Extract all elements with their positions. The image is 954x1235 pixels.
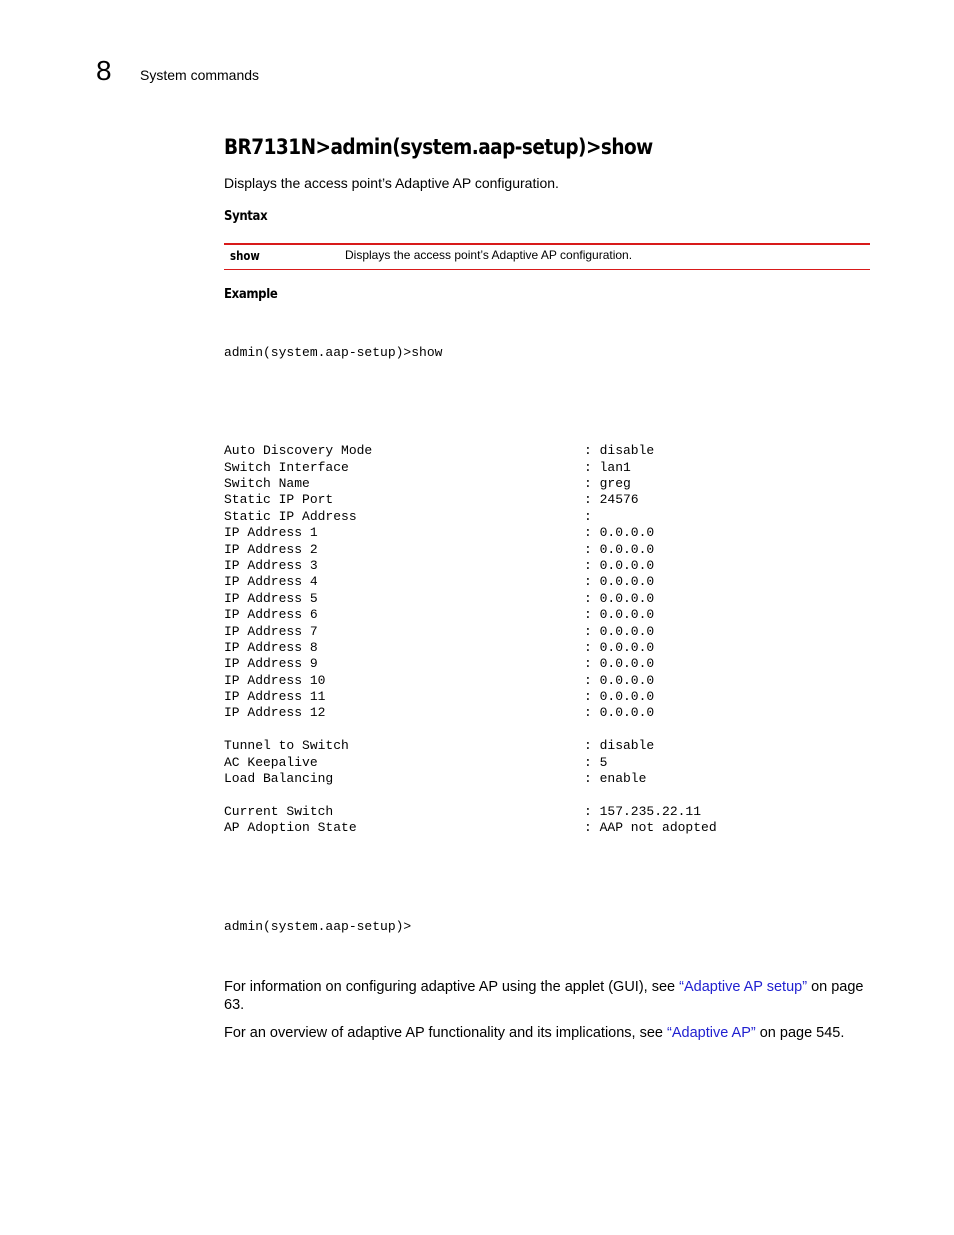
adaptive-ap-link[interactable]: “Adaptive AP” bbox=[667, 1024, 756, 1041]
code-output-line bbox=[224, 443, 870, 459]
code-output-line bbox=[224, 525, 870, 541]
code-field-label: IP Address 8 bbox=[224, 639, 318, 655]
code-field-value: : 0.0.0.0 bbox=[584, 607, 655, 623]
code-field-label: IP Address 1 bbox=[224, 525, 318, 541]
chapter-title: System commands bbox=[140, 67, 260, 83]
code-output-line bbox=[224, 738, 870, 754]
code-field-value: : 0.0.0.0 bbox=[584, 639, 655, 655]
code-field-value: : 0.0.0.0 bbox=[584, 590, 655, 606]
code-field-value: : 0.0.0.0 bbox=[584, 623, 655, 639]
code-output-line bbox=[224, 476, 870, 492]
code-field-label: Auto Discovery Mode bbox=[224, 443, 373, 459]
code-field-value: : disable bbox=[584, 443, 655, 459]
example-code-block bbox=[224, 312, 870, 968]
code-field-value: : 0.0.0.0 bbox=[584, 541, 655, 557]
code-field-value: : enable bbox=[584, 771, 647, 787]
code-field-label: Current Switch bbox=[224, 803, 334, 819]
code-field-value: : 157.235.22.11 bbox=[584, 803, 702, 819]
code-field-label: IP Address 7 bbox=[224, 623, 318, 639]
main-content bbox=[224, 132, 870, 1042]
command-title: BR7131N>admin(system.aap-setup)>show bbox=[224, 135, 653, 159]
code-end-prompt: admin(system.aap-setup)> bbox=[224, 918, 412, 934]
code-field-label: IP Address 9 bbox=[224, 656, 318, 672]
code-field-value: : lan1 bbox=[584, 459, 631, 475]
code-field-value: : 0.0.0.0 bbox=[584, 557, 655, 573]
code-field-label: IP Address 11 bbox=[224, 689, 326, 705]
code-field-label: Static IP Address bbox=[224, 508, 357, 524]
reference-paragraph-gui bbox=[224, 978, 870, 1014]
code-field-value: : 0.0.0.0 bbox=[584, 672, 655, 688]
paragraph-text: on page 545. bbox=[755, 1024, 845, 1041]
code-field-value: : greg bbox=[584, 476, 631, 491]
reference-paragraph-overview bbox=[224, 1024, 870, 1042]
code-output-line bbox=[224, 771, 870, 787]
code-field-value: : 5 bbox=[584, 754, 608, 770]
code-output-line bbox=[224, 492, 870, 508]
code-output-line bbox=[224, 607, 870, 623]
code-field-label: IP Address 3 bbox=[224, 557, 318, 573]
code-field-value: : 0.0.0.0 bbox=[584, 574, 655, 590]
code-output-line bbox=[224, 656, 870, 672]
syntax-table bbox=[224, 243, 870, 270]
paragraph-text: For information on configuring adaptive AP using the applet (GUI), see bbox=[224, 978, 680, 995]
code-field-label: IP Address 6 bbox=[224, 607, 318, 623]
code-field-value: : bbox=[584, 508, 592, 524]
code-field-label: AP Adoption State bbox=[224, 820, 357, 836]
adaptive-ap-setup-link[interactable]: “Adaptive AP setup” bbox=[679, 978, 808, 995]
code-field-label: IP Address 10 bbox=[224, 672, 326, 688]
code-output-line bbox=[224, 542, 870, 558]
syntax-keyword: show bbox=[230, 249, 260, 263]
chapter-number: 8 bbox=[96, 55, 112, 86]
code-field-label: Load Balancing bbox=[224, 771, 334, 787]
code-output-line bbox=[224, 591, 870, 607]
code-field-label: Switch Name bbox=[224, 476, 310, 491]
code-field-label: Switch Interface bbox=[224, 459, 349, 475]
code-output bbox=[224, 443, 870, 836]
code-output-line bbox=[224, 755, 870, 771]
code-output-line bbox=[224, 509, 870, 525]
code-field-label: Static IP Port bbox=[224, 492, 334, 508]
code-field-value: : 0.0.0.0 bbox=[584, 705, 655, 721]
code-output-line bbox=[224, 705, 870, 721]
code-field-value: : AAP not adopted bbox=[584, 820, 717, 836]
syntax-keyword-description: Displays the access point’s Adaptive AP configuration. bbox=[345, 248, 633, 262]
example-heading: Example bbox=[224, 287, 278, 302]
code-field-label: IP Address 2 bbox=[224, 541, 318, 557]
code-output-line bbox=[224, 820, 870, 836]
code-field-value: : disable bbox=[584, 738, 655, 754]
code-prompt-line: admin(system.aap-setup)>show bbox=[224, 344, 443, 360]
code-output-line bbox=[224, 574, 870, 590]
code-field-label: IP Address 12 bbox=[224, 705, 326, 721]
command-description: Displays the access point’s Adaptive AP configuration. bbox=[224, 175, 559, 191]
code-output-line bbox=[224, 804, 870, 820]
code-field-label: IP Address 5 bbox=[224, 590, 318, 606]
code-field-label: Tunnel to Switch bbox=[224, 738, 349, 754]
code-field-value: : 0.0.0.0 bbox=[584, 689, 655, 705]
syntax-heading: Syntax bbox=[224, 209, 268, 224]
code-output-line bbox=[224, 460, 870, 476]
code-field-value: : 24576 bbox=[584, 492, 639, 508]
code-output-line bbox=[224, 558, 870, 574]
paragraph-text: For an overview of adaptive AP functionality and its implications, see bbox=[224, 1024, 668, 1041]
code-output-line bbox=[224, 624, 870, 640]
code-output-line bbox=[224, 689, 870, 705]
code-field-value: : 0.0.0.0 bbox=[584, 656, 655, 672]
code-field-label: AC Keepalive bbox=[224, 754, 318, 770]
paragraph-text: on page 63. bbox=[224, 978, 864, 1013]
code-field-value: : 0.0.0.0 bbox=[584, 525, 655, 541]
code-output-line bbox=[224, 640, 870, 656]
code-output-line bbox=[224, 673, 870, 689]
code-field-label: IP Address 4 bbox=[224, 574, 318, 590]
